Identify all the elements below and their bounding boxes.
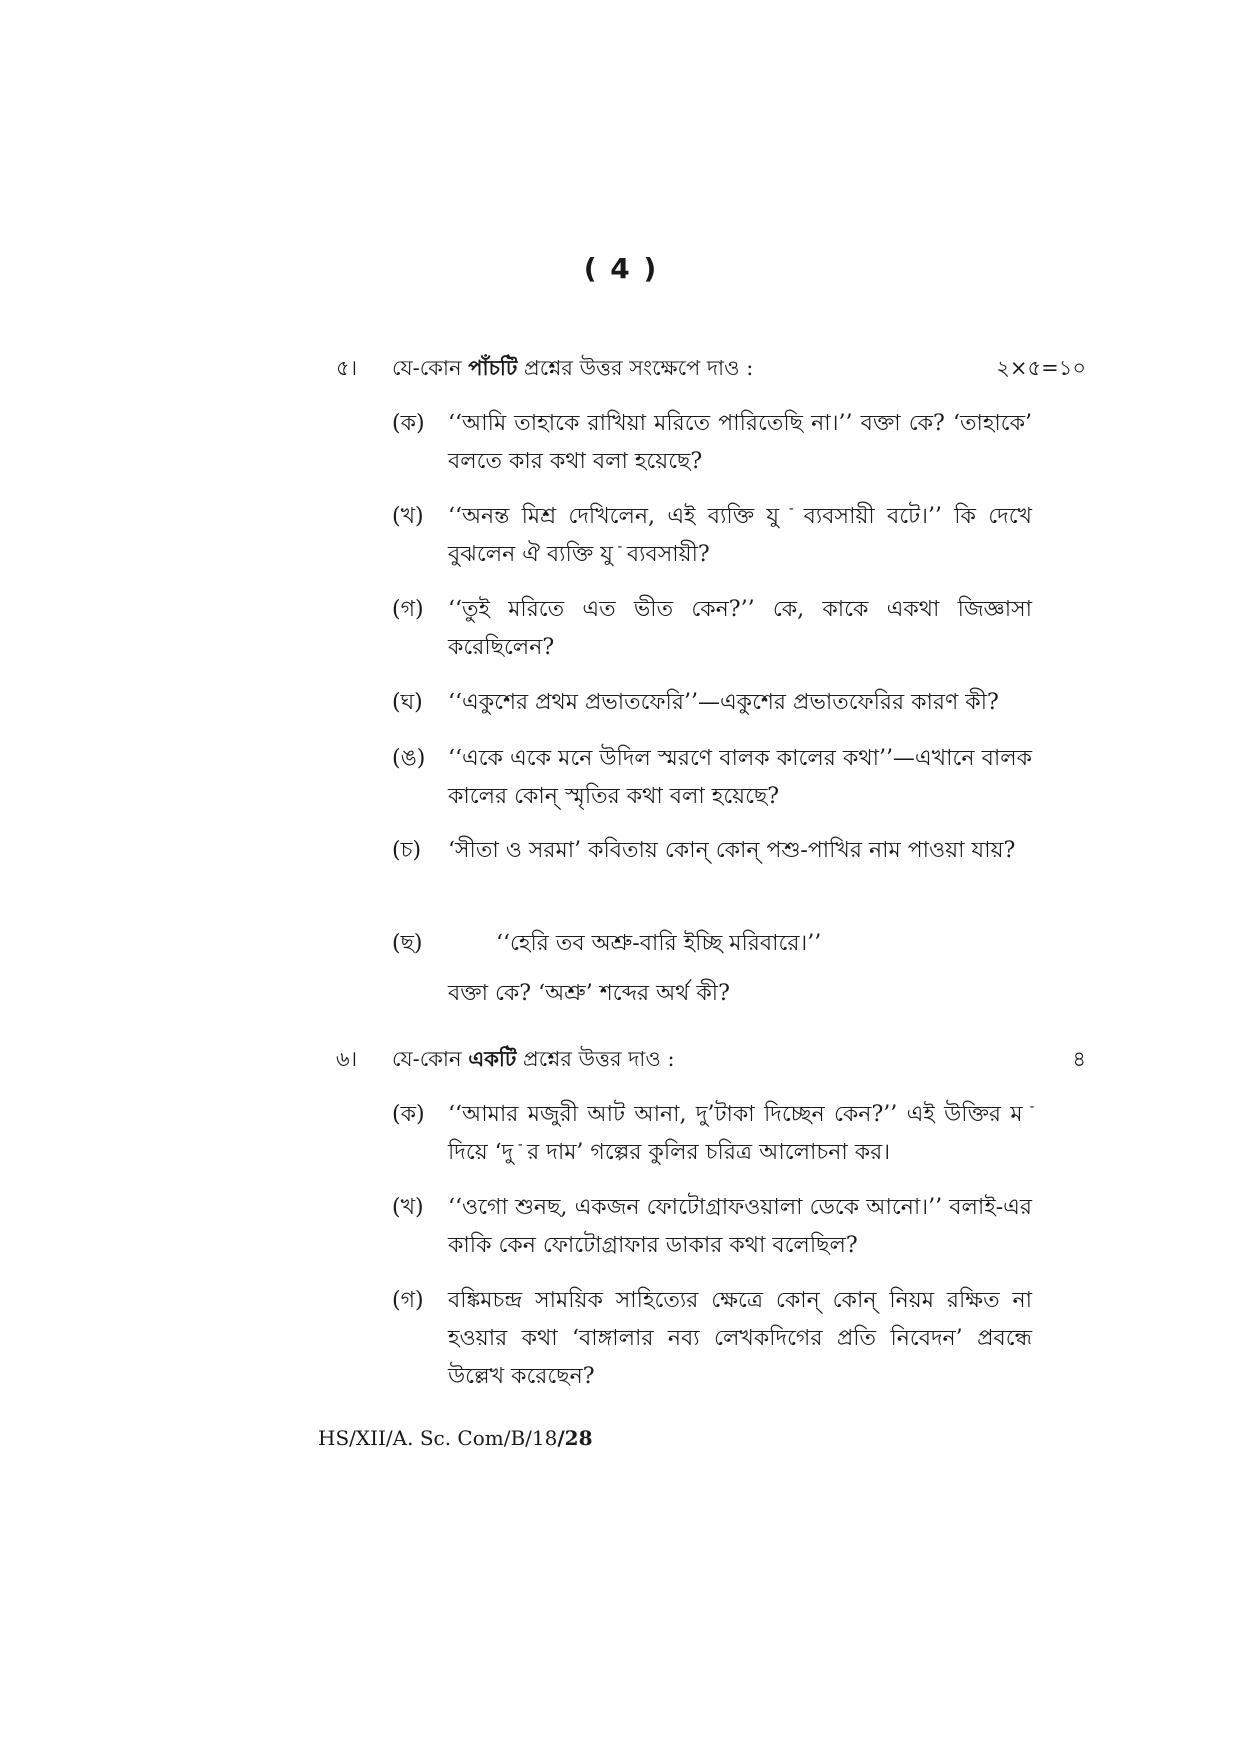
q6-item-ka [392,1096,1032,1172]
q5-item-ga [392,591,1032,667]
question-5-marks: ২×৫=১০ [996,356,1086,380]
item-label: (ছ) [392,931,423,956]
q5-item-chha [392,925,1032,963]
question-6-instruction-post: প্রশ্নের উত্তর দাও : [516,1047,675,1071]
item-text: ‘‘অনন্ত মিশ্র দেখিলেন, এই ব্যক্তি যু ֿ ব্যবসায়ী বটে।’’ কি দেখে বুঝলেন ঐ ব্যক্তি যু ֿ ব্যবসায়ী? [448,504,1032,567]
q6-item-ga [392,1282,1032,1396]
item-label: (ক) [392,1102,425,1127]
item-text: ‘‘আমার মজুরী আট আনা, দু’টাকা দিচ্ছেন কেন?’’ এই উক্তির ম ֿ দিয়ে ‘দু ֿ র দাম’ গল্পের কুলির চরিত্র আলোচনা কর। [448,1102,1032,1165]
question-6-instruction-bold: একটি [468,1046,517,1071]
item-text: ‘‘তুই মরিতে এত ভীত কেন?’’ কে, কাকে একথা জিজ্ঞাসা করেছিলেন? [448,597,1032,660]
q6-item-kha [392,1189,1032,1265]
item-label: (খ) [392,504,424,529]
q5-item-chha-followup: বক্তা কে? ‘অশ্রু’ শব্দের অর্থ কী? [448,981,730,1006]
item-label: (গ) [392,597,424,622]
item-label: (ক) [392,411,425,436]
item-text: ‘‘ওগো শুনছ, একজন ফোটোগ্রাফওয়ালা ডেকে আনো।’’ বলাই-এর কাকি কেন ফোটোগ্রাফার ডাকার কথা বলেছিল? [448,1195,1032,1258]
item-label: (খ) [392,1195,424,1220]
question-6-marks: ৪ [1072,1047,1086,1071]
item-label: (ঙ) [392,746,426,771]
q5-item-kha [392,498,1032,574]
question-5-instruction-pre: যে-কোন [392,356,469,380]
question-5-number: ৫। [336,356,358,380]
footer-page-count: /28 [557,1426,593,1450]
footer-code-text: HS/XII/A. Sc. Com/B/18 [318,1426,558,1450]
q5-item-cha [392,832,1032,870]
footer-code [318,1426,593,1450]
question-5-header [336,353,1086,383]
item-quote-line: ‘‘হেরি তব অশ্রু-বারি ইচ্ছি মরিবারে।’’ [496,931,822,956]
question-5-instruction [336,353,753,383]
q5-item-ka [392,405,1032,481]
q5-item-gha [392,684,1032,722]
item-text: ‘‘একুশের প্রথম প্রভাতফেরি’’—একুশের প্রভাতফেরির কারণ কী? [448,690,999,715]
question-6-number: ৬। [336,1047,358,1071]
item-label: (চ) [392,838,422,863]
item-text: ‘‘আমি তাহাকে রাখিয়া মরিতে পারিতেছি না।’’ বক্তা কে? ‘তাহাকে’ বলতে কার কথা বলা হয়েছে? [448,411,1032,474]
question-6-instruction-pre: যে-কোন [392,1047,469,1071]
q5-item-umo [392,740,1032,816]
question-5-instruction-bold: পাঁচটি [468,355,518,380]
item-text: ‘‘একে একে মনে উদিল স্মরণে বালক কালের কথা’’—এখানে বালক কালের কোন্ স্মৃতির কথা বলা হয়েছে? [448,746,1032,809]
page-number: ( 4 ) [583,252,659,285]
item-text: ‘সীতা ও সরমা’ কবিতায় কোন্ কোন্ পশু-পাখির নাম পাওয়া যায়? [448,838,1016,863]
question-6-header [336,1044,1086,1074]
item-label: (গ) [392,1288,424,1313]
question-6-instruction [336,1044,675,1074]
question-5-instruction-post: প্রশ্নের উত্তর সংক্ষেপে দাও : [517,356,754,380]
item-text: বঙ্কিমচন্দ্র সাময়িক সাহিত্যের ক্ষেত্রে কোন্ কোন্ নিয়ম রক্ষিত না হওয়ার কথা ‘বাঙ্গালার নব্য লেখকদিগের প্রতি নিবেদন’ প্রবন্ধে উল্লেখ করেছেন? [448,1288,1032,1389]
item-label: (ঘ) [392,690,423,715]
